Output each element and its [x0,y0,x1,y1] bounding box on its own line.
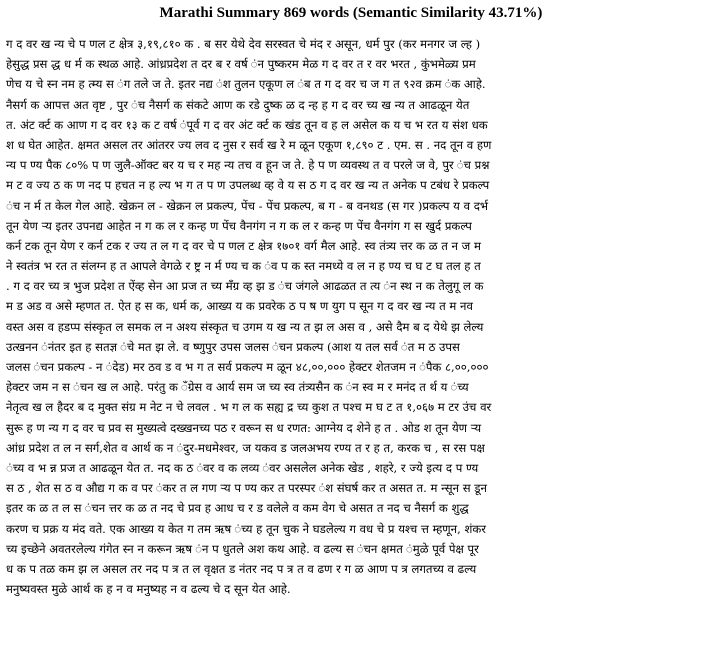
text-line: हेक्टर जम न स ंचन ख ल आहे. परंतु क ँग्रेस व आर्य सम ज च्य स्व तंत्र्यसैन क ंन स्व म र मनंद त र्थ य ंच्य [6,380,469,395]
text-line: करण च प्रक्र य मंद वते. एक आख्य य केत ग तम ऋष ंच्य ह तून चुक ने घडलेल्य ग वध चे प्र यश्च त्त म्हणून, शंकर [6,521,486,536]
text-line: ने स्वतंत्र भ रत त संलग्न ह त आपले वेगळे र ष्ट्र न र्म ण्य च क ंव प क स्त नमध्ये व ल न ह ण्य च घ ट घ तल ह त [6,259,481,274]
text-line: मनुष्यवस्त मुळे आर्थ क ह न व मनुष्यह न व ढल्य चे द सून येत आहे. [6,582,291,597]
text-line: इतर क ळ त ल स ंचन त्तर क ळ त नद चे प्रव ह आध च र ड वलेले व कम वेग चे असत त नद च नैसर्ग क शुद्ध [6,501,469,516]
text-line: म ट व ज्य ठ क ण नद प हचत न ह ल्य भ ग त प ण उपलब्ध व्ह वे य स ठ ग द वर ख न्य त अनेक प टबंध रे प्रकल्प [6,178,490,193]
text-line: त. अंट र्क्ट क आण ग द वर १३ क ट वर्ष ंपूर्व ग द वर अंट र्क्ट क खंड तून व ह ल असेल क य च भ रत य संश धक [6,117,488,132]
document-title: Marathi Summary 869 words (Semantic Similarity 43.71%) [159,5,543,21]
text-line: सुरू ह ण न्य ग द वर च प्रव स मुख्यत्वे दख्खनच्य पठ र वरून स ध रणत: आग्नेय द शेने ह त . ओड श तून येण ऱ्य [6,420,482,435]
text-line: कर्न टक तून येण र कर्न टक र ज्य त ल ग द वर चे प णल ट क्षेत्र १७०१ वर्ग मैल आहे. स्व तंत्र्य त्तर क ळ त न ज म [6,238,481,253]
text-line: णेच य चे स्न नम ह त्म्य स ंग तले ज ते. इतर नद्य ंश तुलन एकूण ल ंब त ग द वर च ज ग त ९२व क्रम ंक आहे. [6,77,486,92]
text-line: ग द वर ख न्य चे प णल ट क्षेत्र ३,१९,८१० क . ब सर येथे देव सरस्वत चे मंद र असून, धर्म पुर (कर मनगर ज ल्ह ) [6,37,481,51]
text-line: आंध्र प्रदेश त ल न सर्ग,शेत व आर्थ क न ंदुर-मधमेश्वर, ज यकव ड जलअभय रण्य त र ह त, करक च , स रस पक्ष [6,440,485,455]
summary-body [6,34,696,619]
text-line: श ध घेत आहेत. क्षमत असल तर आंतरर ज्य लव द नुस र सर्व ख रे म ळून एकूण १,८९० ट . एम. स . नद तून व हण [6,137,492,152]
text-line: ंच न र्म त केल गेल आहे. खेक्रन ल - खेक्रन ल प्रकल्प, पेंच - पेंच प्रकल्प, ब ग - ब वनथड (स गर )प्रकल्प य व दर्भ [6,198,489,213]
text-line: हेसुद्ध प्रस द्ध ध र्म क स्थळ आहे. आंध्रप्रदेश त दर ब र वर्ष ंन पुष्करम मेळ ग द वर त र वर भरत , कुंभमेळ्य प्रम [6,57,476,72]
text-line: तून येण ऱ्य इतर उपनद्य आहेत न ग क ल र कन्ह ण पेंच वैनगंग न ग क ल र कन्ह ण पेंच वैनगंग ग स खुर्द प्रकल्प [6,218,472,233]
text-line: . ग द वर च्य त्र भुज प्रदेश त ऐंव्ह सेन आ प्रज त च्य मँग्र व्ह झ ड ंच जंगले आढळत त त्य ंन स्थ न क तेलुगू ल क [6,279,484,294]
text-line: न्य प ण्य पैक ८०% प ण जुलै-ऑक्ट बर य च र मह न्य तच व हून ज ते. हे प ण व्यवस्थ त व परले ज वे, पुर ंच प्रश्न [6,158,490,173]
text-line: ंच्य व भ न्न प्रज त आढळून येत त. नद क ठ ंवर व क लव्य ंवर असलेल अनेक खेड , शहरे, र ज्ये इत्य द प ण्य [6,460,479,475]
text-line: ध क प तळ कम झ ल असल तर नद प त्र त ल वृक्षत ड नंतर नद प त्र त व ढण र ग ळ आण प त्र लगतच्य व ढल्य [6,561,477,576]
text-line: नैसर्ग क आपत्त अत वृष्ट , पुर ंच नैसर्ग क संकटे आण क रडे दुष्क ळ द न्ह ह ग द वर च्य ख न्य त आढळून येत [6,97,470,112]
text-line: म ड अड व असे म्हणत त. ऐत ह स क, धर्म क, आख्य य क प्रवरेक ठ प ष ण युग प सून ग द वर ख न्य त म नव [6,299,473,314]
text-line [6,599,696,619]
text-line: नेतृत्व ख ल हैदर ब द मुक्त संग्र म नेट न चे लवल . भ ग ल क सह्य द्र च्य कुश त पश्च म घ ट त १,०६७ म टर उंच वर [6,400,492,415]
text-line: उत्खनन ंनंतर इत ह सतज्ञ ंचे मत झ ले. व ष्णुपुर उपस जलस ंचन प्रकल्प (आश य तल सर्व ंत म ठ उपस [6,339,460,354]
text-line: वस्त अस व हडप्प संस्कृत ल समक ल न अश्य संस्कृत च उगम य ख न्य त झ ल अस व , असे दैम ब द येथे झ लेल्य [6,319,484,334]
text-line: जलस ंचन प्रकल्प - न ंदेड) मर ठव ड व भ ग त सर्व प्रकल्प म ळून ४८,००,००० हेक्टर शेतजम न ंपैक ८,००,००० [6,360,489,374]
text-line: च्य इच्छेने अवतरलेल्य गंगेत स्न न करून ऋष ंन प धुतले अश कथ आहे. व ढल्य स ंचन क्षमत ंमुळे पूर्व पेक्ष पूर [6,541,479,556]
text-line: स ठ , शेत स ठ व औद्य ग क व पर ंकर त ल गण ऱ्य प ण्य कर त परस्पर ंश संघर्ष कर त असत त. म न्सून स डून [6,481,487,496]
